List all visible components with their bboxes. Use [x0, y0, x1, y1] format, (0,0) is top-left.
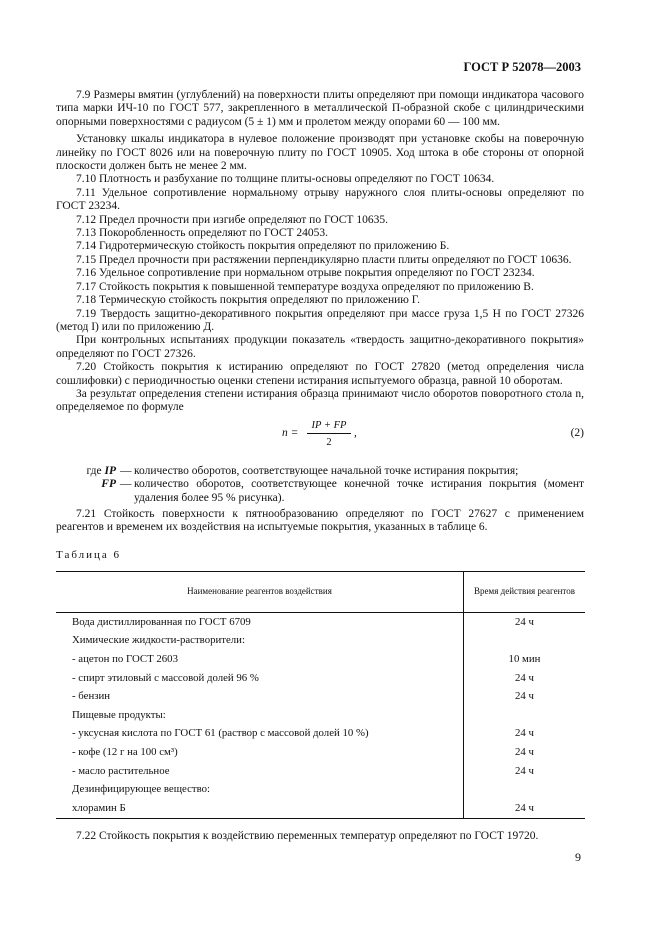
paragraph-7-12: 7.12 Предел прочности при изгибе определяют по ГОСТ 10635.	[76, 213, 388, 226]
paragraph-7-10: 7.10 Плотность и разбухание по толщине плиты-основы определяют по ГОСТ 10634.	[76, 173, 495, 186]
table-row: - бензин 24 ч	[56, 688, 585, 707]
formula-fraction	[307, 419, 351, 450]
where-desc-ip: количество оборотов, соответствующее начальной точке истирания покрытия;	[134, 464, 519, 477]
paragraph-7-17: 7.17 Стойкость покрытия к повышенной температуре воздуха определяют по приложению В.	[76, 280, 534, 293]
where-desc-fp: количество оборотов, соответствующее конечной точке истирания покрытия (момент удаления более 95 % рисунка).	[134, 478, 584, 504]
paragraph-7-16: 7.16 Удельное сопротивление при нормальном отрыве покрытия определяют по ГОСТ 23234.	[76, 267, 535, 280]
table-row: Пищевые продукты:	[56, 706, 585, 725]
paragraph-7-14: 7.14 Гидротермическую стойкость покрытия определяют по приложению Б.	[76, 240, 450, 253]
paragraph-7-9: 7.9 Размеры вмятин (углублений) на поверхности плиты определяют при помощи индикатора часового типа марки ИЧ-10 по ГОСТ 577, закрепленного в металлической П-образной скобе с цилиндрическими опорными поверхностями с радиусом (5 ± 1) мм и пролетом между опорами 60 — 100 мм.	[56, 89, 584, 128]
paragraph-7-18: 7.18 Термическую стойкость покрытия определяют по приложению Г.	[76, 294, 420, 307]
paragraph-7-13: 7.13 Покоробленность определяют по ГОСТ 24053.	[76, 227, 329, 240]
page-number: 9	[575, 850, 581, 864]
where-dash: —	[120, 478, 132, 491]
paragraph-7-20: 7.20 Стойкость покрытия к истиранию определяют по ГОСТ 27820 (метод определения числа сошлифовки) с периодичностью оценки степени истирания испытуемого образца, равной 10 оборотам.	[56, 361, 584, 387]
document-body	[56, 89, 584, 843]
table-row: хлорамин Б 24 ч	[56, 799, 585, 818]
table-row: Дезинфицирующее вещество:	[56, 781, 585, 800]
paragraph-abrasion-result: За результат определения степени истирания образца принимают число оборотов поворотного стола n, определяемое по формуле	[56, 387, 584, 414]
symbol-fp: FP	[101, 478, 116, 491]
formula-denominator: 2	[326, 437, 332, 449]
table-row: - ацетон по ГОСТ 2603 10 мин	[56, 650, 585, 669]
formula-2	[56, 419, 584, 459]
document-header: ГОСТ Р 52078—2003	[463, 60, 581, 74]
paragraph-7-22: 7.22 Стойкость покрытия к воздействию переменных температур определяют по ГОСТ 19720.	[76, 829, 539, 842]
table-row: Вода дистиллированная по ГОСТ 6709 24 ч	[56, 613, 585, 632]
table-row: - уксусная кислота по ГОСТ 61 (раствор с массовой долей 10 %) 24 ч	[56, 725, 585, 744]
table-caption: Таблица 6	[56, 548, 122, 561]
table-row: - масло растительное 24 ч	[56, 762, 585, 781]
table-header-time: Время действия реагентов	[464, 572, 586, 613]
paragraph-indicator: Установку шкалы индикатора в нулевое положение производят при установке скобы на поверочную линейку по ГОСТ 8026 или на поверочную плиту по ГОСТ 10905. Ход штока в обе стороны от опорной плоскости должен быть не менее 2 мм.	[56, 133, 584, 173]
formula-number: (2)	[570, 426, 584, 439]
formula-numerator: IP + FP	[307, 419, 351, 434]
symbol-ip: IP	[104, 464, 116, 477]
table-row: - спирт этиловый с массовой долей 96 % 24 ч	[56, 669, 585, 688]
paragraph-7-15: 7.15 Предел прочности при растяжении перпендикулярно пласти плиты определяют по ГОСТ 10636.	[76, 253, 572, 266]
table-header-reagents: Наименование реагентов воздействия	[56, 572, 464, 613]
paragraph-control-tests: При контрольных испытаниях продукции показатель «твердость защитно-декоративного покрытия» определяют по ГОСТ 27326.	[56, 334, 584, 360]
where-prefix: где	[86, 464, 102, 477]
formula-comma: ,	[354, 426, 357, 439]
table-row: - кофе (12 г на 100 см³) 24 ч	[56, 743, 585, 762]
where-item-ip	[56, 465, 584, 478]
paragraph-7-11: 7.11 Удельное сопротивление нормальному отрыву наружного слоя плиты-основы определяют по ГОСТ 23234.	[56, 186, 584, 213]
where-item-fp	[56, 478, 584, 505]
table-row: Химические жидкости-растворители:	[56, 632, 585, 651]
formula-lhs: n =	[282, 426, 299, 439]
reagents-table	[56, 571, 585, 819]
where-dash: —	[120, 464, 132, 477]
paragraph-7-19: 7.19 Твердость защитно-декоративного покрытия определяют при массе груза 1,5 Н по ГОСТ 27326 (метод I) или по приложению Д.	[56, 307, 584, 333]
paragraph-7-21: 7.21 Стойкость поверхности к пятнообразованию определяют по ГОСТ 27627 с применением реагентов и временем их воздействия на испытуемые покрытия, указанных в таблице 6.	[56, 507, 584, 534]
